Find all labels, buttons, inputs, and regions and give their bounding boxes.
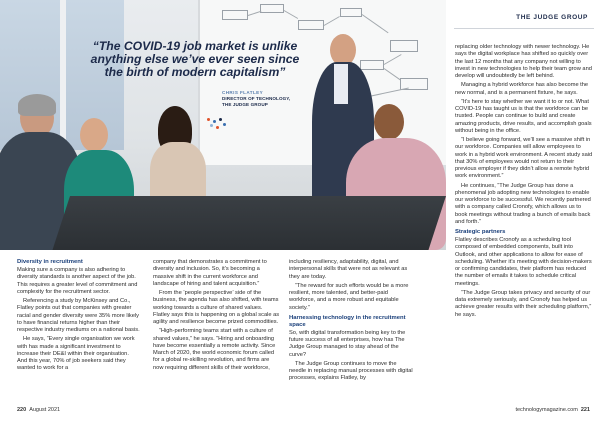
attribution-company: THE JUDGE GROUP (222, 102, 268, 107)
whiteboard-arrow (324, 16, 340, 26)
website-link[interactable]: technologymagazine.com (515, 407, 578, 413)
pull-quote-line: “The COVID-19 job market is unlike (92, 39, 298, 53)
paragraph: From the ‘people perspective’ side of the business, the agenda has also shifted, with teams working towards a culture of shared values. Flatley says this is happening on a global scale as agility and resilience become prized commodities. (153, 290, 280, 325)
pull-quote-line: anything else we’ve ever seen since (90, 52, 300, 66)
paragraph: So, with digital transformation being key to the future success of all enterprises, how has The Judge Group managed to stay ahead of the curve? (289, 329, 406, 358)
whiteboard-sketch (222, 10, 248, 20)
dot (216, 126, 219, 129)
whiteboard-sketch (390, 40, 418, 52)
text-column-1 (17, 259, 140, 375)
paragraph: “The reward for such efforts would be a more resilient, more talented, and better-paid workforce, and a more robust and equitable society.” (289, 282, 409, 311)
issue-date: August 2021 (29, 407, 61, 413)
right-folio (515, 407, 590, 413)
whiteboard-sketch (360, 60, 384, 70)
brand-label: THE JUDGE GROUP (516, 14, 588, 21)
whiteboard-sketch (260, 4, 284, 13)
quote-attribution (222, 90, 304, 108)
attribution-title: DIRECTOR OF TECHNOLOGY, (222, 96, 291, 101)
text-column-2 (153, 259, 280, 374)
paragraph: Making sure a company is also adhering to diversity standards is another aspect of the job. This requires a greater level of commitment and complexity for the recruitment sector. (17, 267, 138, 295)
paragraph: company that demonstrates a commitment to diversity and inclusion. So, it’s becoming a massive shift in the current workforce and landscape of hiring and talent acquisition.” (153, 259, 267, 287)
whiteboard-arrow (284, 10, 298, 19)
person-head (80, 118, 108, 152)
whiteboard-arrow (248, 11, 262, 16)
section-heading: Diversity in recruitment (17, 259, 83, 265)
pull-quote (80, 40, 310, 79)
dot (223, 123, 226, 126)
paragraph: He says, “Every single organisation we work with has made a significant investment to increase their DE&I within their organisation. And this year, 70% of job seekers said they wanted to work for a (17, 336, 135, 372)
dot (207, 118, 210, 121)
hero-photo (0, 0, 446, 250)
paragraph: “I believe going forward, we’ll see a massive shift in our workforce. Companies will allow employees to work in a hybrid work environment. A recent study said that 30% of employees would not return to their previous employer if they didn’t allow a remote hybrid work environment.” (455, 137, 593, 180)
page-number: 220 (17, 407, 27, 413)
pull-quote-line: the birth of modern capitalism” (104, 65, 286, 79)
dot (219, 118, 222, 121)
paragraph: including resiliency, adaptability, digital, and interpersonal skills that were not as relevant as they are today. (289, 259, 408, 280)
whiteboard-arrow (384, 68, 401, 80)
person-head (374, 104, 404, 140)
text-column-4 (455, 44, 593, 321)
paragraph: replacing older technology with newer technology. He says the digital workplace has shifted so quickly over the last 12 months that any company not willing to invest in new technologies to help their team grow and develop will undoubtedly be left behind. (455, 44, 592, 79)
dot (210, 124, 213, 127)
right-page-header (446, 0, 600, 38)
text-column-3 (289, 259, 415, 385)
whiteboard-arrow (362, 14, 389, 33)
paragraph: Flatley describes Cronofy as a scheduling tool composed of embedded components, built into Outlook, and other applications to allow for ease of scheduling. Whether it’s meeting with decision-makers or confirming candidates, their platform has reduced the number of emails it takes to schedule critical meetings. (455, 237, 592, 287)
paragraph: The Judge Group continues to move the needle in replacing manual processes with digital processes, explains Flatley, by (289, 360, 413, 382)
paragraph: “The Judge Group takes privacy and security of our data extremely seriously, and Cronofy has helped us achieve greater results with their scheduling platform,” he says. (455, 289, 592, 318)
paragraph: Managing a hybrid workforce has also become the new normal, and is a permanent fixture, he says. (455, 82, 589, 96)
conference-table (51, 196, 446, 250)
dot (213, 120, 216, 123)
attribution-name: CHRIS FLATLEY (222, 90, 264, 95)
whiteboard-arrow (384, 54, 402, 65)
paragraph: “It’s here to stay whether we want it to or not. What COVID-19 has taught us is that the workforce can be trusted. People can continue to build and create amazing products, drive results, and accomplish goals without being in the office. (455, 98, 592, 134)
person-shirt (334, 64, 348, 104)
whiteboard-sketch (298, 20, 324, 30)
person-hair (18, 94, 56, 116)
section-heading: Harnessing technology in the recruitment space (289, 314, 406, 328)
left-folio (17, 407, 60, 413)
whiteboard-sketch (340, 8, 362, 17)
paragraph: He continues, “The Judge Group has done a phenomenal job adopting new technologies to enable our workforce to be successful. We recently partnered with a company called Cronofy, which allows us to book meetings without trading a bunch of emails back and forth.” (455, 182, 591, 225)
paragraph: Referencing a study by McKinsey and Co., Flatley points out that companies with greater racial and gender diversity were 35% more likely to have financial returns higher than their respective industry mediums on a national basis. (17, 298, 140, 333)
header-divider (454, 28, 594, 29)
decorative-dots (207, 118, 229, 132)
paragraph: “High-performing teams start with a culture of shared values,” he says. “Hiring and onboarding have become essentially a remote activity. Since March of 2020, the world economic forum called for a global re-skilling revolution, and firms are now requiring different skills of their workforce, (153, 328, 276, 371)
page-number: 221 (580, 407, 590, 413)
section-heading: Strategic partners (455, 229, 506, 235)
